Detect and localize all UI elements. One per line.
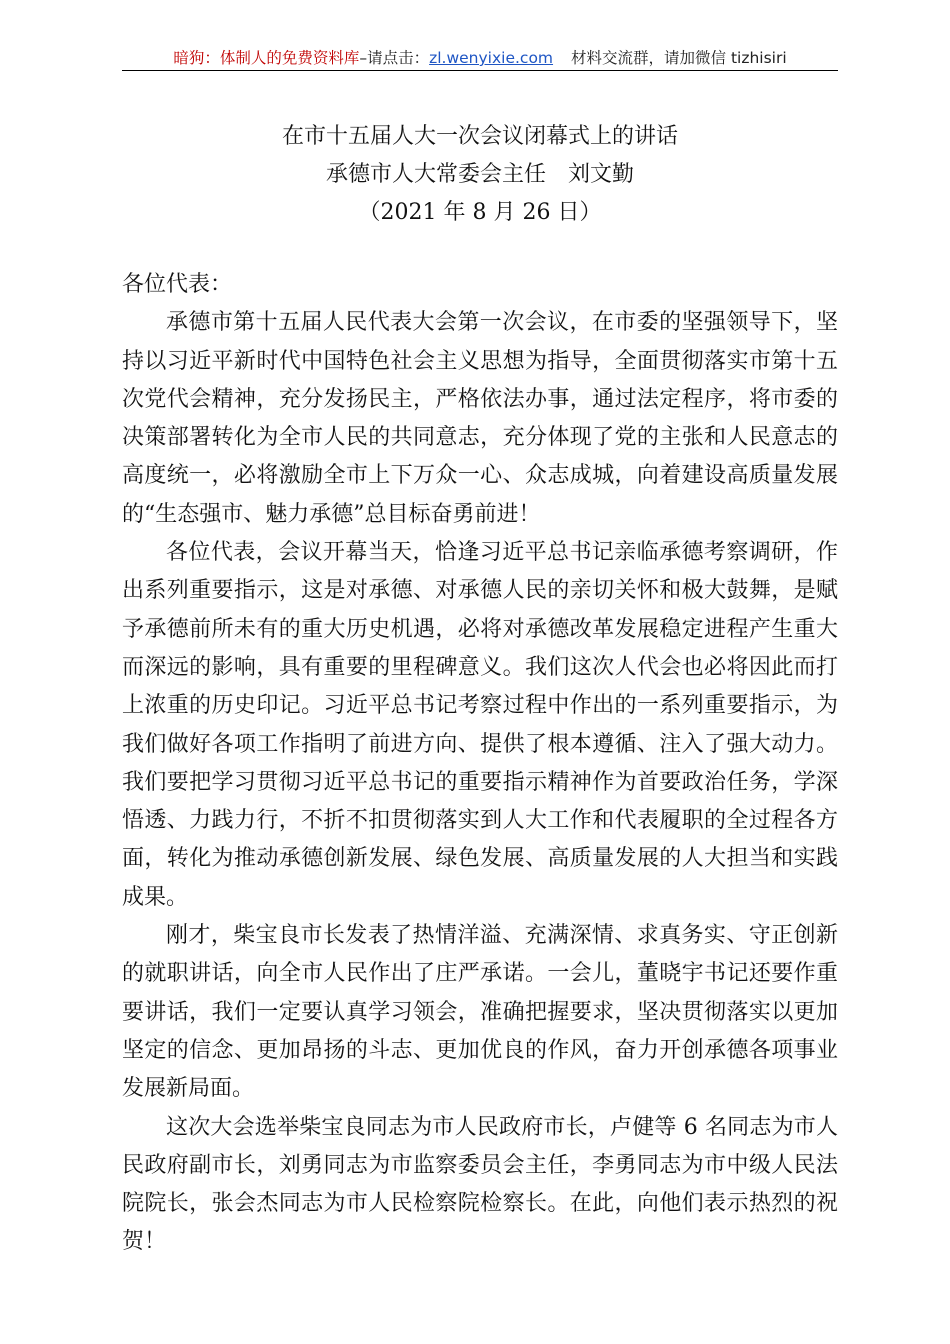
body-paragraph-2: 各位代表，会议开幕当天，恰逢习近平总书记亲临承德考察调研，作出系列重要指示，这是对承德、对承德人民的亲切关怀和极大鼓舞，是赋予承德前所未有的重大历史机遇，必将对承德改革发展稳定进程产生重大而深远的影响，具有重要的里程碑意义。我们这次人代会也必将因此而打上浓重的历史印记。习近平总书记考察过程中作出的一系列重要指示，为我们做好各项工作指明了前进方向、提供了根本遵循、注入了强大动力。我们要把学习贯彻习近平总书记的重要指示精神作为首要政治任务，学深悟透、力践力行，不折不扣贯彻落实到人大工作和代表履职的全过程各方面，转化为推动承德创新发展、绿色发展、高质量发展的人大担当和实践成果。 [122,540,838,910]
header-divider [122,70,838,71]
document-body [122,266,838,1262]
header-brand: 暗狗：体制人的免费资料库 [173,49,360,67]
header-link[interactable]: zl.wenyixie.com [429,49,554,67]
body-paragraph-3: 刚才，柴宝良市长发表了热情洋溢、充满深情、求真务实、守正创新的就职讲话，向全市人民作出了庄严承诺。一会儿，董晓宇书记还要作重要讲话，我们一定要认真学习领会，准确把握要求，坚决贯彻落实以更加坚定的信念、更加昂扬的斗志、更加优良的作风，奋力开创承德各项事业发展新局面。 [122,923,838,1102]
body-paragraph-4: 这次大会选举柴宝良同志为市人民政府市长，卢健等 6 名同志为市人民政府副市长，刘勇同志为市监察委员会主任，李勇同志为市中级人民法院院长，张会杰同志为市人民检察院检察长。在此，向他们表示热烈的祝贺！ [122,1114,838,1255]
document-heading [122,118,838,232]
header-prompt: –请点击： [359,49,430,67]
header-contact: 材料交流群，请加微信 tizhisiri [571,49,787,67]
page-header [122,46,838,70]
document-title: 在市十五届人大一次会议闭幕式上的讲话 [281,124,678,149]
document-author: 承德市人大常委会主任 刘文勤 [325,162,634,187]
salutation: 各位代表： [122,272,233,297]
document-date: （2021 年 8 月 26 日） [358,200,602,225]
body-paragraph-1: 承德市第十五届人民代表大会第一次会议，在市委的坚强领导下，坚持以习近平新时代中国特色社会主义思想为指导，全面贯彻落实市第十五次党代会精神，充分发扬民主，严格依法办事，通过法定程序，将市委的决策部署转化为全市人民的共同意志，充分体现了党的主张和人民意志的高度统一，必将激励全市上下万众一心、众志成城，向着建设高质量发展的“生态强市、魅力承德”总目标奋勇前进！ [122,310,838,527]
